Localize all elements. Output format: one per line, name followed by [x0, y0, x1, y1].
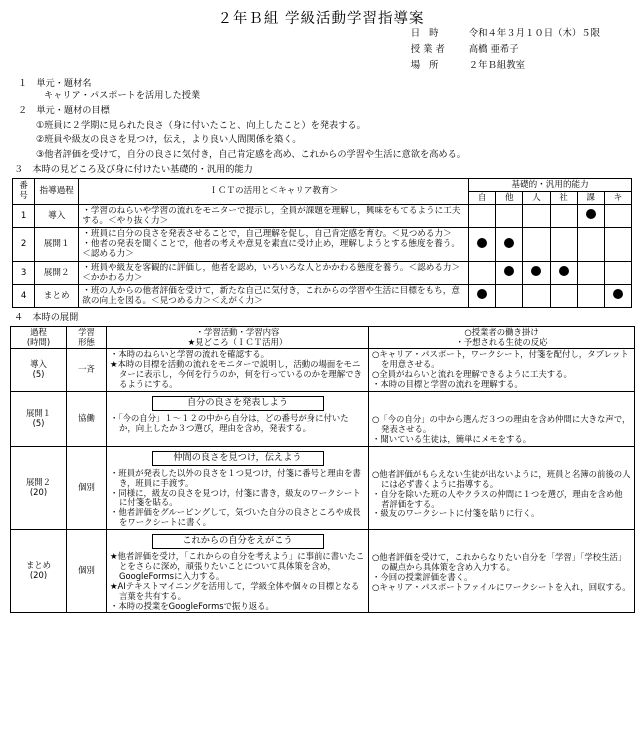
teacher-item: ○キャリア・パスポートファイルにワークシートを入れ，回収する。	[372, 581, 631, 592]
ability-cell	[550, 228, 577, 261]
activity-theme-box: 自分の良さを発表しよう	[152, 396, 324, 411]
teacher-item: ・自分を除いた班の人やクラスの仲間に１つを選び，理由を含め他者評価をする。	[372, 488, 623, 509]
flow-row	[11, 349, 635, 392]
flow-activity	[107, 530, 369, 613]
place-value: ２年Ｂ組教室	[468, 60, 525, 71]
teacher-item: ○「今の自分」の中から選んだ３つの理由を含め仲間に大きな声で，発表させる。	[372, 414, 631, 435]
col-ability-header: 基礎的・汎用的能力	[469, 178, 632, 191]
goal-item: ③他者評価を受けて，自分の良さに気付き，自己肯定感を高め、これからの学習や生活に意欲を高める。	[36, 148, 466, 160]
ability-col-task: 課	[577, 191, 604, 204]
row-process: まとめ	[35, 284, 79, 307]
ability-dot-icon	[504, 266, 514, 276]
flow-process: 導入 (5)	[11, 349, 67, 392]
row-num: 4	[13, 284, 35, 307]
ability-cell	[604, 284, 631, 307]
activity-item: ・同様に，級友の良さを見つけ，付箋に書き，級友のワークシートに付箋を貼る。	[110, 487, 361, 508]
ability-cell	[469, 228, 496, 261]
section-highlights-heading: ３ 本時の見どころ及び身に付けたい基礎的・汎用的能力	[14, 164, 253, 176]
ability-cell	[550, 284, 577, 307]
section-goals-heading: ２ 単元・題材の目標	[18, 105, 110, 117]
col-process-header: 指導過程	[35, 178, 79, 204]
teacher-item: ・聞いている生徒は，簡単にメモをする。	[372, 433, 532, 444]
flow-process: 展開２ (20)	[11, 446, 67, 529]
activity-item: ・他者評価をグルーピングして，気づいた自分の良さところや成長をワークシートに書く。	[110, 507, 361, 528]
ability-cell	[496, 228, 523, 261]
flow-row	[11, 392, 635, 447]
ability-cell	[604, 228, 631, 261]
section-goals	[18, 105, 634, 160]
row-num: 3	[13, 261, 35, 284]
flow-activity	[107, 392, 369, 447]
section-unit-body: キャリア・パスポートを活用した授業	[44, 89, 201, 101]
ability-cell	[577, 261, 604, 284]
ability-cell	[604, 261, 631, 284]
place-label: 場 所	[410, 60, 442, 71]
flow-col-form-header: 学習 形態	[67, 326, 107, 349]
flow-process: 展開１ (5)	[11, 392, 67, 447]
ability-cell	[496, 261, 523, 284]
ability-dot-icon	[477, 289, 487, 299]
teacher-label: 授業者	[410, 44, 448, 55]
activity-item: ★本時の目標を活動の流れをモニターで説明し，活動の場面をモニターに表示し，今何を行うのか，何を行っているのかを理解できるようにする。	[110, 359, 362, 390]
flow-activity	[107, 349, 369, 392]
highlight-row	[13, 228, 632, 261]
ability-cell	[523, 228, 550, 261]
date-label: 日 時	[410, 28, 442, 39]
highlight-row	[13, 204, 632, 227]
flow-process: まとめ (20)	[11, 530, 67, 613]
row-ict-text: ・学習のねらいや学習の流れをモニターで提示し，全員が課題を理解し，興味をもてるように工夫する。＜やり抜く力＞	[79, 204, 469, 227]
ability-col-people: 人	[523, 191, 550, 204]
flow-teacher	[369, 349, 635, 392]
flow-table	[10, 326, 635, 614]
goal-item: ①班員に２学期に見られた良さ（身に付いたこと、向上したこと）を発表する。	[36, 119, 366, 131]
activity-theme-box: これからの自分をえがこう	[152, 534, 324, 549]
teacher-value: 高橋 亜希子	[468, 44, 519, 55]
section-highlights	[14, 164, 634, 176]
ability-cell	[469, 261, 496, 284]
activity-item: ・本時のねらいと学習の流れを確認する。	[110, 349, 270, 360]
flow-teacher	[369, 446, 635, 529]
flow-row	[11, 530, 635, 613]
row-num: 2	[13, 228, 35, 261]
page-title: ２年Ｂ組 学級活動学習指導案	[217, 11, 425, 27]
ability-cell	[496, 284, 523, 307]
row-num: 1	[13, 204, 35, 227]
ability-dot-icon	[559, 266, 569, 276]
flow-col-teacher-header: ○授業者の働き掛け ・予想される生徒の反応	[369, 326, 635, 349]
flow-form: 一斉	[67, 349, 107, 392]
flow-teacher	[369, 530, 635, 613]
ability-col-others: 他	[496, 191, 523, 204]
ability-cell	[469, 284, 496, 307]
section-flow-heading: ４ 本時の展開	[14, 312, 79, 324]
ability-cell	[577, 284, 604, 307]
teacher-item: ○他者評価がもらえない生徒が出ないように，班員と名簿の前後の人には必ず書くように指導する。	[372, 468, 631, 489]
teacher-item: ○他者評価を受けて，これからなりたい自分を「学習」「学校生活」の観点から具体策を含め入力する。	[372, 552, 627, 573]
teacher-item: ・級友のワークシートに付箋を貼りに行く。	[372, 508, 540, 519]
flow-col-activity-header: ・学習活動・学習内容 ★見どころ（ＩＣＴ活用）	[107, 326, 369, 349]
activity-item: ★AIテキストマイニングを活用して，学級全体や個々の目標となる言葉を共有する。	[110, 580, 360, 601]
activity-item: ・「今の自分」１～１２の中から自分は，どの番号が身に付いたか，向上したか３つ選び，理由を含め，発表する。	[110, 412, 349, 433]
flow-col-process-header: 過程 (時間)	[11, 326, 67, 349]
teacher-item: ・今回の授業評価を書く。	[372, 571, 473, 582]
flow-teacher	[369, 392, 635, 447]
flow-activity	[107, 446, 369, 529]
row-ict-text: ・班員に自分の良さを発表させることで，自己理解を促し，自己肯定感を育む。＜見つめる力＞ ・他者の発表を聞くことで，他者の考えや意見を素直に受け止め，理解しようとする態度を養う。＜認める力＞	[79, 228, 469, 261]
row-process: 展開２	[35, 261, 79, 284]
row-process: 展開１	[35, 228, 79, 261]
flow-form: 個別	[67, 446, 107, 529]
highlight-row	[13, 261, 632, 284]
row-process: 導入	[35, 204, 79, 227]
section-unit	[18, 78, 634, 101]
ability-col-self: 自	[469, 191, 496, 204]
date-value: 令和４年３月１０日（木）５限	[468, 28, 600, 39]
ability-dot-icon	[586, 209, 596, 219]
highlights-table	[12, 178, 632, 309]
activity-item: ・班員が発表した以外の良さを１つ見つけ，付箋に番号と理由を書き，班員に手渡す。	[110, 467, 361, 488]
ability-col-society: 社	[550, 191, 577, 204]
ability-col-career: キ	[604, 191, 631, 204]
row-ict-text: ・班員や級友を客観的に評価し，他者を認め，いろいろな人とかかわる態度を養う。＜認める力＞＜かかわる力＞	[79, 261, 469, 284]
ability-cell	[523, 204, 550, 227]
highlight-row	[13, 284, 632, 307]
activity-item: ・本時の授業をGoogleFormsで振り返る。	[110, 600, 274, 611]
teacher-item: ○全員がねらいと流れを理解できるように工夫する。	[372, 369, 572, 380]
ability-cell	[577, 228, 604, 261]
section-unit-heading: １ 単元・題材名	[18, 78, 92, 90]
ability-dot-icon	[531, 266, 541, 276]
flow-form: 協働	[67, 392, 107, 447]
goal-item: ②班員や級友の良さを見つけ，伝え，より良い人間関係を築く。	[36, 134, 302, 146]
ability-cell	[523, 261, 550, 284]
col-num-header: 番号	[13, 178, 35, 204]
row-ict-text: ・班の人からの他者評価を受けて，新たな自己に気付き，これからの学習や生活に目標をもち，意欲の向上を図る。＜見つめる力＞＜えがく力＞	[79, 284, 469, 307]
teacher-item: ○キャリア・パスポート，ワークシート，付箋を配付し，タブレットを用意させる。	[372, 349, 629, 370]
ability-cell	[523, 284, 550, 307]
ability-cell	[550, 204, 577, 227]
col-ict-header: ＩＣＴの活用と＜キャリア教育＞	[79, 178, 469, 204]
ability-dot-icon	[477, 238, 487, 248]
flow-form: 個別	[67, 530, 107, 613]
ability-cell	[604, 204, 631, 227]
ability-cell	[577, 204, 604, 227]
activity-theme-box: 仲間の良さを見つけ，伝えよう	[152, 451, 324, 466]
ability-dot-icon	[504, 238, 514, 248]
ability-cell	[550, 261, 577, 284]
teacher-item: ・本時の目標と学習の流れを理解する。	[372, 379, 523, 390]
ability-cell	[469, 204, 496, 227]
section-flow	[14, 312, 634, 324]
ability-dot-icon	[613, 289, 623, 299]
flow-row	[11, 446, 635, 529]
lesson-meta	[411, 26, 600, 74]
ability-cell	[496, 204, 523, 227]
activity-item: ★他者評価を受け，「これからの自分を考えよう」に事前に書いたことをさらに深め，頑張りたいことについて具体策を含め，GoogleFormsに入力する。	[110, 550, 365, 581]
